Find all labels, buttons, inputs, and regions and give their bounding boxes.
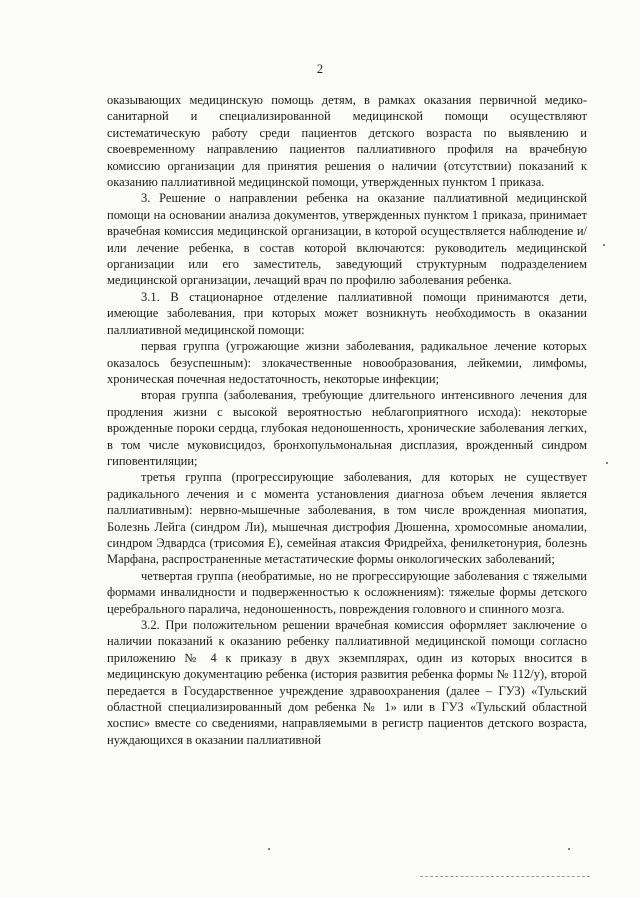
scan-speck (568, 848, 570, 850)
paragraph-group-3: третья группа (прогрессирующие заболевания, для которых не существует радикального лечения и с момента установления диагноза объем лечения является паллиативным): нервно-мышечные заболевания, в том числе врожденная миопатия, Болезнь Лейга (синдром Ли), мышечная дистрофия Дюшенна, хромосомные аномалии, синдром Эдвардса (трисомия Е), семейная атаксия Фридрейха, фенилкетонурия, болезнь Марфана, распространенные метастатические формы онкологических заболеваний; (107, 470, 587, 567)
scan-speck (606, 462, 608, 464)
paragraph-item-3-1: 3.1. В стационарное отделение паллиативной помощи принимаются дети, имеющие заболевания, при которых может возникнуть необходимость в оказании паллиативной медицинской помощи: (107, 289, 587, 337)
document-body (107, 92, 587, 748)
paragraph-group-2: вторая группа (заболевания, требующие длительного интенсивного лечения для продления жизни с высокой вероятностью неблагоприятного исхода): некоторые врожденные пороки сердца, глубокая недоношенность, хронические заболевания легких, в том числе муковисцидоз, бронхопульмональная дисплазия, врожденный синдром гиповентиляции; (107, 388, 587, 468)
paragraph-item-3-2: 3.2. При положительном решении врачебная комиссия оформляет заключение о наличии показаний к оказанию ребенку паллиативной медицинской помощи согласно приложению № 4 к приказу в двух экземплярах, один из которых вносится в медицинскую документацию ребенка (история развития ребенка формы № 112/у), второй передается в Государственное учреждение здравоохранения (далее – ГУЗ) «Тульский областной специализированный дом ребенка № 1» или в ГУЗ «Тульский областной хоспис» вместе со сведениями, направляемыми в регистр пациентов детского возраста, нуждающихся в оказании паллиативной (107, 618, 587, 747)
bottom-rule (420, 876, 590, 877)
paragraph-item-3: 3. Решение о направлении ребенка на оказание паллиативной медицинской помощи на основании анализа документов, утвержденных пунктом 1 приказа, принимает врачебная комиссия медицинской организации, в которой осуществляется наблюдение и/или лечение ребенка, в состав которой включаются: руководитель медицинской организации или его заместитель, заведующий структурным подразделением медицинской организации, лечащий врач по профилю заболевания ребенка. (107, 191, 587, 288)
paragraph-group-4: четвертая группа (необратимые, но не прогрессирующие заболевания с тяжелыми формами инвалидности и подверженностью к осложнениям): тяжелые формы детского церебрального паралича, недоношенность, повреждения головного и спинного мозга. (107, 568, 587, 616)
scan-speck (603, 244, 605, 246)
paragraph-group-1: первая группа (угрожающие жизни заболевания, радикальное лечение которых оказалось безуспешным): злокачественные новообразования, лейкемии, лимфомы, хроническая почечная недостаточность, некоторые инфекции; (107, 339, 587, 386)
paragraph-continuation: оказывающих медицинскую помощь детям, в рамках оказания первичной медико-санитарной и специализированной медицинской помощи осуществляют систематическую работу среди пациентов детского возраста по выявлению и своевременному направлению пациентов паллиативного профиля на врачебную комиссию организации для принятия решения о наличии (отсутствии) показаний к оказанию паллиативной медицинской помощи, утвержденных пунктом 1 приказа. (107, 93, 587, 190)
scan-speck (268, 848, 270, 850)
page-number: 2 (316, 62, 324, 76)
